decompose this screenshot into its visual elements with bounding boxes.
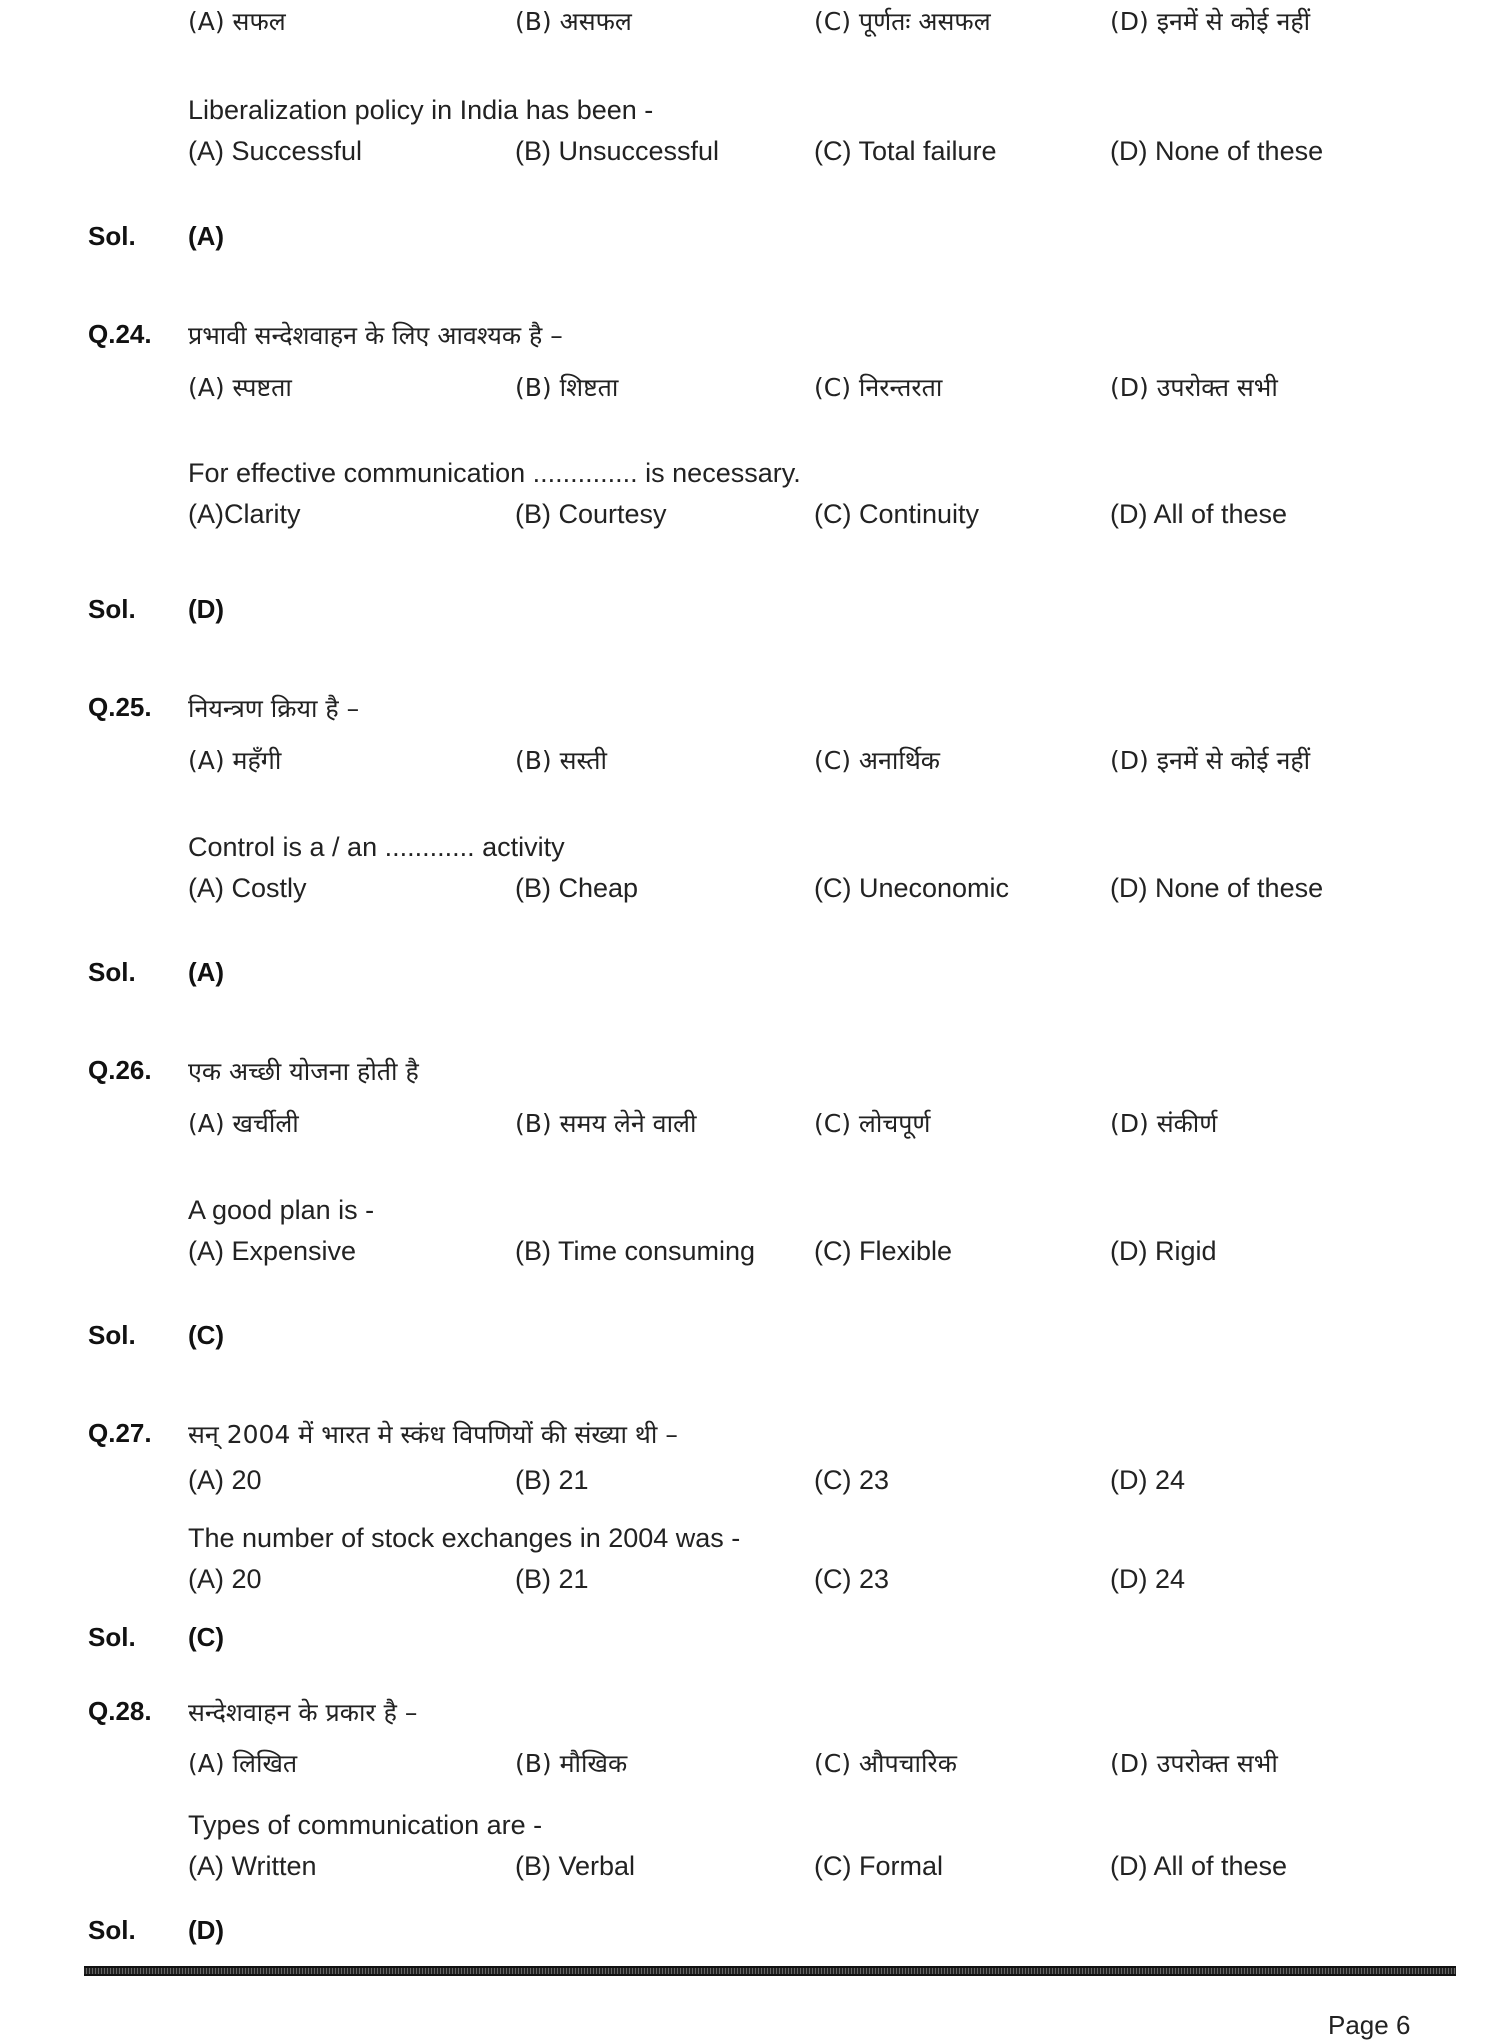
hi-option-d: (D) इनमें से कोई नहीं [1110,746,1311,775]
en-option-a: (A) 20 [188,1564,262,1594]
question-number: Q.26. [88,1055,152,1085]
en-option-c: (C) Formal [814,1851,943,1881]
en-option-d: (D) 24 [1110,1564,1186,1594]
hi-question-text: सन् 2004 में भारत मे स्कंध विपणियों की संख्या थी – [188,1420,678,1449]
en-option-b: (B) Time consuming [515,1236,756,1266]
solution-label: Sol. [88,1320,136,1350]
en-option-c: (C) Uneconomic [814,873,1010,903]
hi-option-c: (C) लोचपूर्ण [814,1109,931,1138]
en-question-text: Liberalization policy in India has been - [188,95,654,125]
hi-question-text: नियन्त्रण क्रिया है – [188,694,360,723]
hi-option-c: (C) अनार्थिक [814,746,941,775]
en-option-c: (C) 23 [814,1564,890,1594]
hi-option-a: (A) लिखित [188,1749,298,1778]
en-option-b: (B) Courtesy [515,499,667,529]
question-number: Q.27. [88,1418,152,1448]
solution-answer: (C) [188,1320,225,1350]
hi-question-text: एक अच्छी योजना होती है [188,1057,419,1086]
hi-option-c: (C) निरन्तरता [814,373,943,402]
solution-answer: (C) [188,1622,225,1652]
en-option-c: (C) Continuity [814,499,980,529]
en-option-d: (D) All of these [1110,1851,1288,1881]
solution-label: Sol. [88,221,136,251]
hi-question-text: सन्देशवाहन के प्रकार है – [188,1698,418,1727]
hi-option-a: (A) 20 [188,1465,262,1495]
hi-option-b: (B) समय लेने वाली [515,1109,697,1138]
en-option-b: (B) Unsuccessful [515,136,720,166]
solution-answer: (D) [188,1915,225,1945]
en-option-a: (A) Successful [188,136,363,166]
question-number: Q.28. [88,1696,152,1726]
page-number: Page 6 [1328,2010,1411,2040]
solution-answer: (D) [188,594,225,624]
hi-option-c: (C) पूर्णतः असफल [814,7,991,36]
solution-label: Sol. [88,1915,136,1945]
en-option-c: (C) Total failure [814,136,997,166]
hi-option-d: (D) इनमें से कोई नहीं [1110,7,1311,36]
solution-answer: (A) [188,221,225,251]
hi-option-b: (B) सस्ती [515,746,607,775]
en-option-a: (A) Costly [188,873,307,903]
footer-divider [84,1966,1456,1976]
en-question-text: Control is a / an ............ activity [188,832,565,862]
en-option-d: (D) Rigid [1110,1236,1217,1266]
en-question-text: Types of communication are - [188,1810,543,1840]
solution-label: Sol. [88,1622,136,1652]
hi-option-a: (A) खर्चीली [188,1109,299,1138]
hi-option-b: (B) 21 [515,1465,589,1495]
hi-option-d: (D) संकीर्ण [1110,1109,1218,1138]
hi-option-d: (D) 24 [1110,1465,1186,1495]
en-option-a: (A)Clarity [188,499,301,529]
en-option-a: (A) Expensive [188,1236,357,1266]
en-option-d: (D) None of these [1110,873,1324,903]
solution-label: Sol. [88,957,136,987]
hi-option-d: (D) उपरोक्त सभी [1110,373,1278,402]
en-question-text: A good plan is - [188,1195,375,1225]
question-number: Q.25. [88,692,152,722]
hi-option-d: (D) उपरोक्त सभी [1110,1749,1278,1778]
en-option-d: (D) All of these [1110,499,1288,529]
hi-option-c: (C) औपचारिक [814,1749,957,1778]
hi-option-b: (B) मौखिक [515,1749,628,1778]
hi-option-b: (B) शिष्टता [515,373,619,402]
en-option-a: (A) Written [188,1851,317,1881]
hi-option-a: (A) सफल [188,7,286,36]
solution-answer: (A) [188,957,225,987]
en-question-text: The number of stock exchanges in 2004 was - [188,1523,741,1553]
en-question-text: For effective communication .............. is necessary. [188,458,801,488]
hi-option-a: (A) महँगी [188,746,282,775]
en-option-d: (D) None of these [1110,136,1324,166]
hi-question-text: प्रभावी सन्देशवाहन के लिए आवश्यक है – [188,321,563,350]
en-option-b: (B) Cheap [515,873,639,903]
en-option-c: (C) Flexible [814,1236,953,1266]
hi-option-b: (B) असफल [515,7,632,36]
hi-option-a: (A) स्पष्टता [188,373,292,402]
hi-option-c: (C) 23 [814,1465,890,1495]
question-number: Q.24. [88,319,152,349]
en-option-b: (B) Verbal [515,1851,636,1881]
en-option-b: (B) 21 [515,1564,589,1594]
solution-label: Sol. [88,594,136,624]
